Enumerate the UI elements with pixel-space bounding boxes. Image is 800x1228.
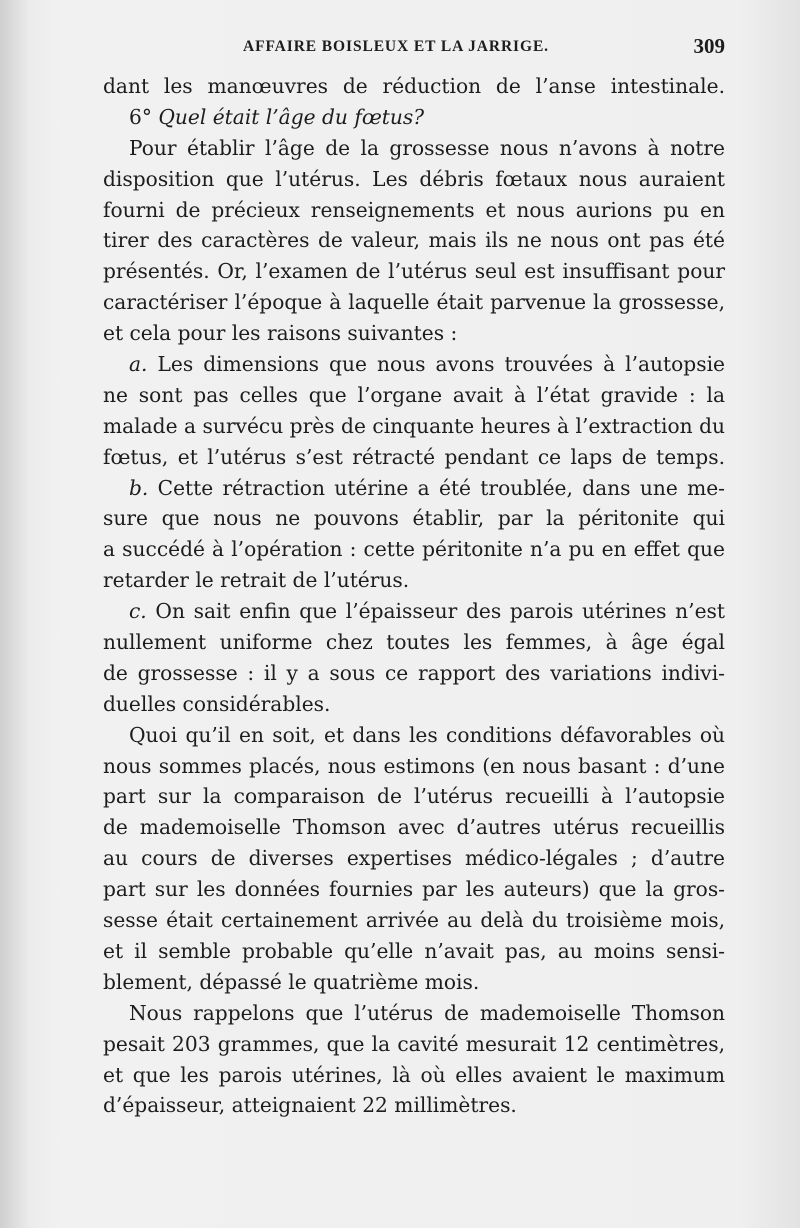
line-text: Cette rétraction utérine a été troublée, dans une me-: [157, 475, 725, 500]
text-line: [103, 473, 725, 504]
line-text: malade a survécu près de cinquante heures à l’extraction du: [103, 413, 725, 438]
list-marker: b.: [129, 475, 149, 500]
line-text: disposition que l’utérus. Les débris fœtaux nous auraient: [103, 166, 725, 191]
line-text: fourni de précieux renseignements et nous aurions pu en: [103, 197, 725, 222]
text-line: [103, 658, 725, 689]
line-text: fœtus, et l’utérus s’est rétracté pendant ce laps de temps.: [103, 444, 725, 469]
line-text: et que les parois utérines, là où elles avaient le maximum: [103, 1062, 725, 1087]
page-number: 309: [693, 34, 725, 58]
line-text: Quoi qu’il en soit, et dans les conditions défavorables où: [129, 722, 725, 747]
text-line: [103, 936, 725, 967]
text-line: [103, 225, 725, 256]
line-text: 6°: [129, 104, 159, 129]
line-text: sure que nous ne pouvons établir, par la péritonite qui: [103, 506, 725, 531]
text-line: [103, 751, 725, 782]
line-text: nullement uniforme chez toutes les femmes, à âge égal: [103, 630, 725, 655]
text-line: [103, 256, 725, 287]
line-text: Pour établir l’âge de la grossesse nous n’avons à notre: [129, 135, 725, 160]
line-text: Les dimensions que nous avons trouvées à l’autopsie: [157, 352, 725, 377]
line-text: On sait enfin que l’épaisseur des parois utérines n’est: [155, 599, 725, 624]
line-text: pesait 203 grammes, que la cavité mesurait 12 centimètres,: [103, 1031, 725, 1056]
text-line: [103, 812, 725, 843]
text-line: [103, 1090, 725, 1121]
line-text: a succédé à l’opération : cette péritonite n’a pu en effet que: [103, 537, 725, 562]
text-line: [103, 71, 725, 102]
line-text: duelles considérables.: [103, 691, 331, 716]
text-line: [103, 411, 725, 442]
line-text: blement, dépassé le quatrième mois.: [103, 969, 480, 994]
line-text: de grossesse : il y a sous ce rapport des variations indivi-: [103, 660, 725, 685]
line-text: de mademoiselle Thomson avec d’autres utérus recueillis: [103, 815, 725, 840]
text-line: [103, 627, 725, 658]
text-line: [103, 164, 725, 195]
text-line: [103, 1060, 725, 1091]
line-text: ne sont pas celles que l’organe avait à l’état gravide : la: [103, 382, 725, 407]
text-line: [103, 503, 725, 534]
text-line: [103, 596, 725, 627]
line-text: au cours de diverses expertises médico-légales ; d’autre: [103, 846, 725, 871]
text-line: [103, 349, 725, 380]
line-text: sesse était certainement arrivée au delà du troisième mois,: [103, 908, 725, 933]
text-line: [103, 565, 725, 596]
text-line: [103, 133, 725, 164]
text-line: [103, 287, 725, 318]
text-line: [103, 195, 725, 226]
text-line: [103, 843, 725, 874]
line-text: part sur les données fournies par les auteurs) que la gros-: [103, 877, 725, 902]
text-line: [103, 102, 725, 133]
text-line: [103, 874, 725, 905]
text-line: [103, 967, 725, 998]
line-text: et il semble probable qu’elle n’avait pas, au moins sensi-: [103, 938, 725, 963]
text-line: [103, 998, 725, 1029]
running-head: AFFAIRE BOISLEUX ET LA JARRIGE.: [243, 38, 549, 55]
section-question: Quel était l’âge du fœtus?: [158, 104, 425, 129]
text-line: [103, 318, 725, 349]
text-line: [103, 1029, 725, 1060]
text-line: [103, 781, 725, 812]
line-text: Nous rappelons que l’utérus de mademoiselle Thomson: [129, 1000, 725, 1025]
text-line: [103, 534, 725, 565]
line-text: dant les manœuvres de réduction de l’anse intestinale.: [103, 74, 725, 98]
body-text: [103, 71, 725, 1121]
list-marker: a.: [129, 352, 148, 377]
line-text: part sur la comparaison de l’utérus recueilli à l’autopsie: [103, 784, 725, 809]
line-text: retarder le retrait de l’utérus.: [103, 568, 410, 593]
text-line: [103, 905, 725, 936]
text-line: [103, 720, 725, 751]
text-line: [103, 689, 725, 720]
line-text: caractériser l’époque à laquelle était parvenue la grossesse,: [103, 290, 725, 315]
text-line: [103, 442, 725, 473]
line-text: présentés. Or, l’examen de l’utérus seul est insuffisant pour: [103, 259, 725, 284]
page-header: [103, 34, 725, 64]
text-line: [103, 380, 725, 411]
line-text: nous sommes placés, nous estimons (en nous basant : d’une: [103, 753, 725, 778]
list-marker: c.: [129, 599, 147, 624]
line-text: d’épaisseur, atteignaient 22 millimètres.: [103, 1093, 517, 1118]
line-text: tirer des caractères de valeur, mais ils ne nous ont pas été: [103, 228, 725, 253]
line-text: et cela pour les raisons suivantes :: [103, 321, 458, 346]
